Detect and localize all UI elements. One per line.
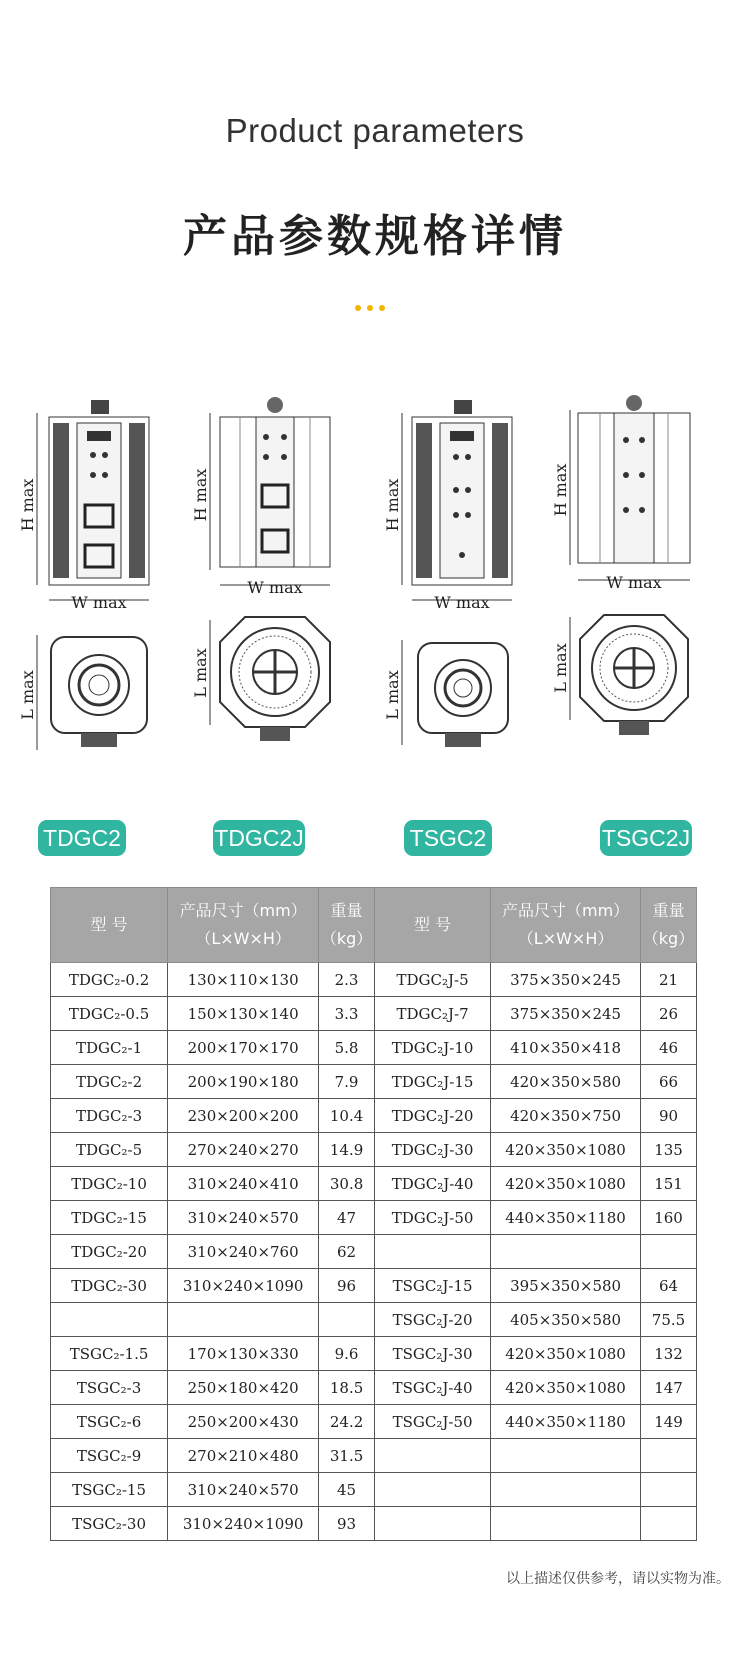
product-badge-tsgc2: TSGC2 (404, 820, 492, 856)
table-cell: 420×350×1080 (491, 1337, 641, 1371)
table-cell (319, 1303, 375, 1337)
table-cell: TDGC₂J-50 (375, 1201, 491, 1235)
title-english: Product parameters (225, 112, 525, 149)
table-cell: 14.9 (319, 1133, 375, 1167)
table-cell: 200×190×180 (168, 1065, 319, 1099)
table-cell: 7.9 (319, 1065, 375, 1099)
table-cell (375, 1439, 491, 1473)
length-dim-label: L max (18, 670, 37, 720)
table-cell: TSGC₂-1.5 (51, 1337, 168, 1371)
table-cell: 310×240×570 (168, 1473, 319, 1507)
table-cell (641, 1473, 697, 1507)
disclaimer-note: 以上描述仅供参考，请以实物为准。 (506, 1571, 730, 1587)
table-cell: TSGC₂J-40 (375, 1371, 491, 1405)
table-cell: 200×170×170 (168, 1031, 319, 1065)
table-cell: TDGC₂J-20 (375, 1099, 491, 1133)
table-row (51, 1269, 697, 1303)
table-cell: TDGC₂J-30 (375, 1133, 491, 1167)
product-diagram-tsgc2 (380, 395, 540, 835)
table-cell: 90 (641, 1099, 697, 1133)
table-row (51, 1099, 697, 1133)
table-cell (641, 1235, 697, 1269)
table-cell: TDGC₂-30 (51, 1269, 168, 1303)
table-cell (491, 1235, 641, 1269)
table-cell: 395×350×580 (491, 1269, 641, 1303)
table-cell: 5.8 (319, 1031, 375, 1065)
table-cell: 3.3 (319, 997, 375, 1031)
table-cell (491, 1473, 641, 1507)
table-cell: 230×200×200 (168, 1099, 319, 1133)
table-cell: 250×180×420 (168, 1371, 319, 1405)
table-row (51, 1405, 697, 1439)
table-cell: TSGC₂-15 (51, 1473, 168, 1507)
width-dim-label: W max (434, 593, 490, 612)
table-cell: TSGC₂-6 (51, 1405, 168, 1439)
table-cell: 93 (319, 1507, 375, 1541)
table-cell: 310×240×1090 (168, 1269, 319, 1303)
table-row (51, 997, 697, 1031)
table-row (51, 1473, 697, 1507)
table-row (51, 1133, 697, 1167)
table-cell (375, 1473, 491, 1507)
table-cell (51, 1303, 168, 1337)
table-header-row (51, 888, 697, 963)
table-row (51, 1337, 697, 1371)
table-cell: 310×240×410 (168, 1167, 319, 1201)
table-cell: TDGC₂-10 (51, 1167, 168, 1201)
table-row (51, 1507, 697, 1541)
table-cell: 9.6 (319, 1337, 375, 1371)
table-row (51, 1031, 697, 1065)
product-diagram-tdgc2j (190, 395, 350, 835)
table-row (51, 1371, 697, 1405)
table-cell: TDGC₂-1 (51, 1031, 168, 1065)
table-cell: 47 (319, 1201, 375, 1235)
height-dim-label: H max (383, 478, 402, 532)
table-cell: 410×350×418 (491, 1031, 641, 1065)
table-cell: 46 (641, 1031, 697, 1065)
header-size: 产品尺寸（mm） （L×W×H） (491, 888, 641, 963)
table-row (51, 963, 697, 997)
product-badge-tdgc2j: TDGC2J (213, 820, 305, 856)
height-dim-label: H max (18, 478, 37, 532)
table-cell: 375×350×245 (491, 963, 641, 997)
table-cell: 45 (319, 1473, 375, 1507)
table-cell (641, 1507, 697, 1541)
product-badge-tdgc2: TDGC2 (38, 820, 126, 856)
table-cell: TDGC₂J-15 (375, 1065, 491, 1099)
table-cell: TDGC₂-0.2 (51, 963, 168, 997)
table-cell: 420×350×1080 (491, 1167, 641, 1201)
table-cell: 2.3 (319, 963, 375, 997)
table-cell: TSGC₂-9 (51, 1439, 168, 1473)
width-dim-label: W max (71, 593, 127, 612)
height-dim-label: H max (551, 463, 570, 517)
table-cell: 270×210×480 (168, 1439, 319, 1473)
table-cell: 18.5 (319, 1371, 375, 1405)
table-cell: TSGC₂J-50 (375, 1405, 491, 1439)
table-row (51, 1167, 697, 1201)
table-cell: 24.2 (319, 1405, 375, 1439)
length-dim-label: L max (191, 648, 210, 698)
table-cell: 75.5 (641, 1303, 697, 1337)
table-cell: 310×240×1090 (168, 1507, 319, 1541)
table-cell: TSGC₂J-20 (375, 1303, 491, 1337)
product-diagram-tdgc2 (15, 395, 175, 835)
table-cell: 170×130×330 (168, 1337, 319, 1371)
table-cell: TSGC₂-3 (51, 1371, 168, 1405)
table-cell: 270×240×270 (168, 1133, 319, 1167)
table-cell: 64 (641, 1269, 697, 1303)
table-cell: 151 (641, 1167, 697, 1201)
table-cell: 420×350×1080 (491, 1133, 641, 1167)
table-cell: 26 (641, 997, 697, 1031)
title-chinese: 产品参数规格详情 (183, 211, 567, 262)
length-dim-label: L max (383, 670, 402, 720)
table-cell: 147 (641, 1371, 697, 1405)
header-model: 型 号 (375, 888, 491, 963)
width-dim-label: W max (606, 573, 662, 592)
header-model: 型 号 (51, 888, 168, 963)
table-cell: 440×350×1180 (491, 1201, 641, 1235)
table-cell: 420×350×1080 (491, 1371, 641, 1405)
table-cell (491, 1439, 641, 1473)
header-weight: 重量 （kg） (319, 888, 375, 963)
table-cell: 132 (641, 1337, 697, 1371)
table-cell: 250×200×430 (168, 1405, 319, 1439)
table-row (51, 1065, 697, 1099)
product-diagram-tsgc2j (550, 395, 710, 835)
product-badge-tsgc2j: TSGC2J (600, 820, 692, 856)
table-cell: 375×350×245 (491, 997, 641, 1031)
width-dim-label: W max (247, 578, 303, 597)
table-cell: TDGC₂-3 (51, 1099, 168, 1133)
table-row (51, 1201, 697, 1235)
table-cell: 420×350×580 (491, 1065, 641, 1099)
table-cell: 310×240×570 (168, 1201, 319, 1235)
table-row (51, 1439, 697, 1473)
header-size: 产品尺寸（mm） （L×W×H） (168, 888, 319, 963)
spec-table (50, 887, 697, 1541)
table-cell: TDGC₂J-40 (375, 1167, 491, 1201)
table-cell (375, 1507, 491, 1541)
table-cell: 440×350×1180 (491, 1405, 641, 1439)
table-cell: 135 (641, 1133, 697, 1167)
table-cell: 66 (641, 1065, 697, 1099)
table-cell: TSGC₂J-30 (375, 1337, 491, 1371)
table-cell: 130×110×130 (168, 963, 319, 997)
table-cell: TDGC₂J-7 (375, 997, 491, 1031)
table-cell: TDGC₂-15 (51, 1201, 168, 1235)
table-cell (491, 1507, 641, 1541)
table-cell (168, 1303, 319, 1337)
table-cell: TSGC₂-30 (51, 1507, 168, 1541)
table-cell: 150×130×140 (168, 997, 319, 1031)
table-cell: 420×350×750 (491, 1099, 641, 1133)
table-cell: 96 (319, 1269, 375, 1303)
table-cell: TDGC₂-0.5 (51, 997, 168, 1031)
table-cell: 160 (641, 1201, 697, 1235)
table-cell: TSGC₂J-15 (375, 1269, 491, 1303)
header-weight: 重量 （kg） (641, 888, 697, 963)
height-dim-label: H max (191, 468, 210, 522)
table-cell: 31.5 (319, 1439, 375, 1473)
table-cell: TDGC₂-20 (51, 1235, 168, 1269)
table-cell: 149 (641, 1405, 697, 1439)
table-row (51, 1303, 697, 1337)
table-row (51, 1235, 697, 1269)
table-cell: 30.8 (319, 1167, 375, 1201)
table-cell: 10.4 (319, 1099, 375, 1133)
table-cell: 405×350×580 (491, 1303, 641, 1337)
table-cell: TDGC₂J-10 (375, 1031, 491, 1065)
length-dim-label: L max (551, 643, 570, 693)
table-cell: TDGC₂-5 (51, 1133, 168, 1167)
table-cell: 310×240×760 (168, 1235, 319, 1269)
table-cell (641, 1439, 697, 1473)
table-cell (375, 1235, 491, 1269)
table-cell: TDGC₂-2 (51, 1065, 168, 1099)
table-cell: 62 (319, 1235, 375, 1269)
table-cell: TDGC₂J-5 (375, 963, 491, 997)
table-cell: 21 (641, 963, 697, 997)
decorative-dots (355, 305, 395, 313)
